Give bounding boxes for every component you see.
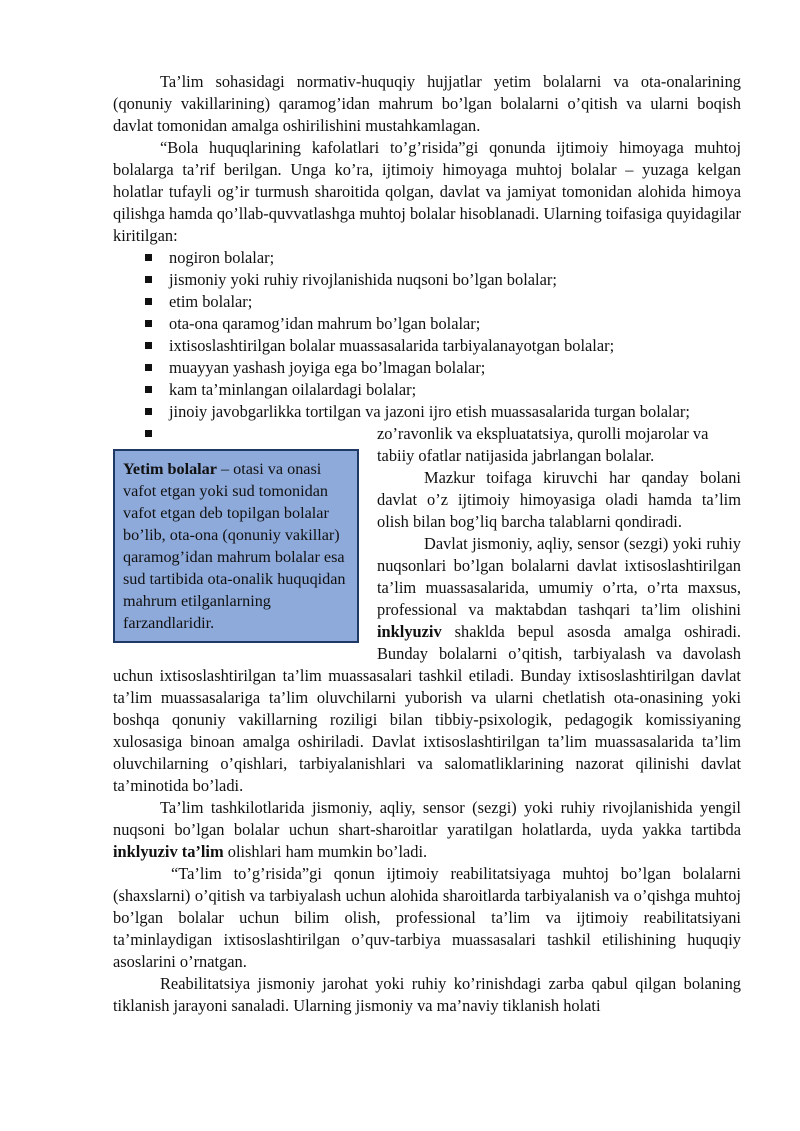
- paragraph-5: Ta’lim tashkilotlarida jismoniy, aqliy, sensor (sezgi) yoki ruhiy rivojlanishida yengil nuqsoni bo’lgan bolalar uchun shart-sharoitlar yaratilgan holatlarda, uyda yakka tartibda inklyuziv ta’lim olishlari ham mumkin bo’ladi.: [113, 798, 741, 861]
- category-list: [113, 247, 741, 423]
- paragraph-1: Ta’lim sohasidagi normativ-huquqiy hujjatlar yetim bolalarni va ota-onalarining (qonuniy vakillarining) qaramog’idan mahrum bo’lgan bolalarni o’qitish va ularni boqish davlat tomonidan amalga oshirilishini mustahkamlagan.: [113, 72, 741, 135]
- definition-box: [113, 449, 359, 643]
- bold-term-inklyuziv-talim: inklyuziv ta’lim: [113, 842, 224, 861]
- definition-term: Yetim bolalar: [123, 460, 217, 478]
- list-item: jismoniy yoki ruhiy rivojlanishida nuqsoni bo’lgan bolalar;: [169, 269, 741, 291]
- list-item: nogiron bolalar;: [169, 247, 741, 269]
- paragraph-3: Mazkur toifaga kiruvchi har qanday bolani davlat o’z ijtimoiy himoyasiga oladi hamda ta’lim olish bilan bog’liq barcha talablarni qondiradi.: [377, 468, 741, 531]
- category-list-continued: [113, 423, 741, 467]
- list-item: muayyan yashash joyiga ega bo’lmagan bolalar;: [169, 357, 741, 379]
- definition-text: – otasi va onasi vafot etgan yoki sud tomonidan vafot etgan deb topilgan bolalar bo’lib, ota-ona (qonuniy vakillar) qaramog’idan mahrum bolalar esa sud tartibida ota-onalik huquqidan mahrum etilganlarning farzandlaridir.: [123, 460, 346, 632]
- list-item: ota-ona qaramog’idan mahrum bo’lgan bolalar;: [169, 313, 741, 335]
- list-item: zo’ravonlik va ekspluatatsiya, qurolli mojarolar va tabiiy ofatlar natijasida jabrlangan bolalar.: [169, 423, 741, 467]
- list-item: etim bolalar;: [169, 291, 741, 313]
- list-item: jinoiy javobgarlikka tortilgan va jazoni ijro etish muassasalarida turgan bolalar;: [169, 401, 741, 423]
- paragraph-4: Davlat jismoniy, aqliy, sensor (sezgi) yoki ruhiy nuqsonlari bo’lgan bolalarni davlat ixtisoslashtirilgan ta’lim muassasalarida, umumiy o’rta, o’rta maxsus, professional va maktabdan tashqari ta’lim olishini inklyuziv shaklda bepul asosda amalga oshiradi. Bunday bolalarni o’qitish, tarbiyalash va davolash uchun ixtisoslashtirilgan ta’lim muassasalari tashkil etiladi. Bunday ixtisoslashtirilgan davlat ta’lim muassasalariga ta’lim oluvchilarni yuborish va ularni chetlatish ota-onasining yoki boshqa qonuniy vakillarning roziligi bilan tibbiy-psixologik, pedagogik komissiyaning xulosasiga binoan amalga oshiriladi. Davlat ixtisoslashtirilgan ta’lim muassasalarida ta’lim oluvchilarning o’qishlari, tarbiyalanishlari va salomatliklarining nazorat qilinishi davlat ta’minotida bo’ladi.: [113, 534, 741, 795]
- paragraph-7: Reabilitatsiya jismoniy jarohat yoki ruhiy ko’rinishdagi zarba qabul qilgan bolaning tiklanish jarayoni sanaladi. Ularning jismoniy va ma’naviy tiklanish holati: [113, 974, 741, 1015]
- document-body: [113, 71, 741, 1017]
- list-item: ixtisoslashtirilgan bolalar muassasalarida tarbiyalanayotgan bolalar;: [169, 335, 741, 357]
- list-item: kam ta’minlangan oilalardagi bolalar;: [169, 379, 741, 401]
- bold-term-inklyuziv: inklyuziv: [377, 622, 442, 641]
- paragraph-6: “Ta’lim to’g’risida”gi qonun ijtimoiy reabilitatsiyaga muhtoj bo’lgan bolalarni (shaxslarni) o’qitish va tarbiyalash uchun alohida sharoitlarda tarbiyalanish va o’qishga muhtoj bo’lgan bolalar uchun bilim olish, professional ta’lim va ijtimoiy reabilitatsiyani ta’minlaydigan ixtisoslashtirilgan o’quv-tarbiya muassasalari tashkil etilishining huquqiy asoslarini o’rnatgan.: [113, 864, 741, 971]
- paragraph-2: “Bola huquqlarining kafolatlari to’g’risida”gi qonunda ijtimoiy himoyaga muhtoj bolalarga ta’rif berilgan. Unga ko’ra, ijtimoiy himoyaga muhtoj bolalar – yuzaga kelgan holatlar tufayli og’ir turmush sharoitida qolgan, davlat va jamiyat tomonidan alohida himoya qilishga hamda qo’llab-quvvatlashga muhtoj bolalar hisoblanadi. Ularning toifasiga quyidagilar kiritilgan:: [113, 138, 741, 245]
